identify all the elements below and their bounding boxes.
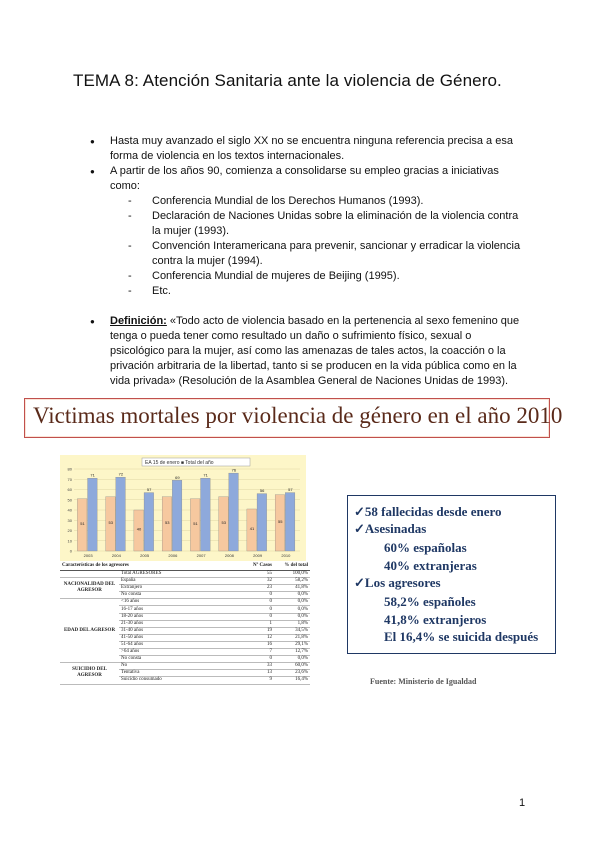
table-cell: 1,8% xyxy=(274,620,310,627)
table-cell: 0,0% xyxy=(274,613,310,620)
source-note: Fuente: Ministerio de Igualdad xyxy=(370,677,477,686)
table-group-cell: NACIONALIDAD DEL AGRESOR xyxy=(60,578,119,599)
x-tick-label: 2003 xyxy=(83,553,93,558)
bar-value-label: 40 xyxy=(136,526,142,532)
chart-banner xyxy=(24,398,563,438)
bar-value-label: 51 xyxy=(80,520,85,526)
y-tick-label: 0 xyxy=(69,548,72,554)
x-tick-label: 2008 xyxy=(224,553,234,558)
sub-item: - Etc. xyxy=(128,285,171,297)
table-cell: Total AGRESORES xyxy=(119,571,238,578)
table-group-cell xyxy=(60,571,119,578)
bar xyxy=(144,493,154,551)
stat-line: 41,8% extranjeros xyxy=(384,612,487,627)
bar xyxy=(257,494,267,551)
table-cell: 13 xyxy=(238,670,274,677)
y-tick-label: 80 xyxy=(67,466,72,472)
bullet-item: ● A partir de los años 90, comienza a consolidarse su empleo gracias a iniciativas como: xyxy=(88,164,528,194)
bar xyxy=(229,473,239,551)
x-tick-label: 2004 xyxy=(111,553,121,558)
table-cell: 0,0% xyxy=(274,599,310,606)
table-cell: 100,0% xyxy=(274,571,310,578)
table-cell: 29,1% xyxy=(274,641,310,648)
y-tick-label: 30 xyxy=(67,517,72,523)
sub-item: - Conferencia Mundial de los Derechos Humanos (1993). xyxy=(128,195,424,207)
table-cell: <16 años xyxy=(119,599,238,606)
stat-line: ✓58 fallecidas desde enero xyxy=(354,504,502,519)
bar xyxy=(88,478,98,551)
table-cell: 0,0% xyxy=(274,606,310,613)
table-cell: España xyxy=(119,578,238,585)
body-text xyxy=(88,134,528,389)
table-cell: Tentativa xyxy=(119,670,238,677)
bar-value-label: 76 xyxy=(231,467,237,473)
stat-line: ✓Los agresores xyxy=(354,575,441,590)
stat-line: 58,2% españoles xyxy=(384,594,476,609)
table-cell: 1 xyxy=(238,620,274,627)
bar xyxy=(285,493,295,551)
table-group-cell: EDAD DEL AGRESOR xyxy=(60,599,119,663)
bar-value-label: 41 xyxy=(249,525,255,531)
bar-value-label: 53 xyxy=(108,519,113,525)
table-cell: No xyxy=(119,663,238,670)
table-group-cell: SUICIDIO DEL AGRESOR xyxy=(60,663,119,684)
table-cell: 0 xyxy=(238,656,274,663)
table-row xyxy=(60,663,310,670)
table-row xyxy=(60,578,310,585)
table-cell: 33 xyxy=(238,663,274,670)
stats-box xyxy=(347,495,556,654)
bullet-item: ● Hasta muy avanzado el siglo XX no se encuentra ninguna referencia precisa a esa forma de violencia en los textos internacionales. xyxy=(88,134,528,164)
bar-value-label: 71 xyxy=(90,472,95,478)
y-tick-label: 70 xyxy=(67,476,72,482)
y-tick-label: 50 xyxy=(67,497,72,503)
table-cell: 58,2% xyxy=(274,578,310,585)
table-cell: 0,0% xyxy=(274,592,310,599)
x-tick-label: 2006 xyxy=(168,553,178,558)
table-cell: No consta xyxy=(119,592,238,599)
table-cell: No consta xyxy=(119,656,238,663)
table-cell: 31-40 años xyxy=(119,627,238,634)
page-number: 1 xyxy=(519,797,526,809)
aggressors-table xyxy=(60,562,310,685)
table-row xyxy=(60,571,310,578)
table-cell: 18-20 años xyxy=(119,613,238,620)
y-tick-label: 20 xyxy=(67,528,72,533)
table-cell: 0 xyxy=(238,606,274,613)
table-cell: 9 xyxy=(238,677,274,684)
table-cell: >64 años xyxy=(119,649,238,656)
x-tick-label: 2005 xyxy=(140,553,150,558)
table-header-cell: Nº Casos xyxy=(238,562,274,571)
table-header-cell: % del total xyxy=(274,562,310,571)
y-tick-label: 10 xyxy=(67,538,72,544)
chart-legend-text: EA 15 de enero ■ Total del año xyxy=(145,460,214,466)
bar-value-label: 56 xyxy=(259,488,265,494)
table-cell: 16 xyxy=(238,641,274,648)
definition-label: Definición: xyxy=(110,315,167,327)
sub-item-text: Convención Interamericana para prevenir, sancionar y erradicar la violencia contra la mujer (1994). xyxy=(152,240,521,267)
sub-item-text: Etc. xyxy=(152,285,171,297)
table-cell: 0 xyxy=(238,613,274,620)
table-cell: 12 xyxy=(238,634,274,641)
table-cell: 21-30 años xyxy=(119,620,238,627)
bar-value-label: 55 xyxy=(277,518,283,524)
page-title: TEMA 8: Atención Sanitaria ante la violencia de Género. xyxy=(73,71,502,90)
bar-value-label: 71 xyxy=(203,472,208,478)
sub-item: - Conferencia Mundial de mujeres de Beijing (1995). xyxy=(128,270,400,282)
table-cell: Suicidio consumado xyxy=(119,677,238,684)
table-cell: 16-17 años xyxy=(119,606,238,613)
table-cell: 41-50 años xyxy=(119,634,238,641)
table-cell: 23,6% xyxy=(274,670,310,677)
table-cell: 12,7% xyxy=(274,649,310,656)
stat-line: El 16,4% se suicida después xyxy=(384,629,539,644)
table-cell: 0,0% xyxy=(274,656,310,663)
table-cell: 23 xyxy=(238,585,274,592)
table-cell: 0 xyxy=(238,592,274,599)
sub-item-text: Conferencia Mundial de los Derechos Humanos (1993). xyxy=(152,195,424,207)
x-tick-label: 2010 xyxy=(281,553,291,558)
x-tick-label: 2009 xyxy=(253,553,263,558)
sub-item: - Convención Interamericana para prevenir, sancionar y erradicar la violencia contra la mujer (1994). xyxy=(128,240,521,267)
table-cell: 19 xyxy=(238,627,274,634)
stat-line: 60% españolas xyxy=(384,540,467,555)
table-cell: 41,8% xyxy=(274,585,310,592)
bar-chart xyxy=(60,455,306,561)
definition-item xyxy=(88,314,528,389)
bar-value-label: 53 xyxy=(164,519,170,525)
bar-value-label: 69 xyxy=(175,474,180,480)
y-tick-label: 40 xyxy=(67,507,72,513)
bar-value-label: 72 xyxy=(118,471,124,477)
stat-line: 40% extranjeras xyxy=(384,558,477,573)
table-cell: Extranjero xyxy=(119,585,238,592)
bar xyxy=(201,478,211,551)
bar-value-label: 51 xyxy=(193,520,198,526)
table-cell: 32 xyxy=(238,578,274,585)
table-cell: 60,0% xyxy=(274,663,310,670)
table-header-row xyxy=(60,562,310,571)
bar-value-label: 57 xyxy=(146,487,152,493)
table-cell: 55 xyxy=(238,571,274,578)
table-cell: 51-64 años xyxy=(119,641,238,648)
definition-text: «Todo acto de violencia basado en la pertenencia al sexo femenino que tenga o pueda tener como resultado un daño o sufrimiento físico, sexual o psicológico para la mujer, así como las amenazas de tales actos, la coacción o la privación arbitraria de la libertad, tanto si se producen en la vida pública como en la vida privada» (Resolución de la Asamblea General de Naciones Unidas de 1993). xyxy=(110,315,520,387)
x-tick-label: 2007 xyxy=(196,553,206,558)
table-cell: 21,8% xyxy=(274,634,310,641)
stat-line: ✓Asesinadas xyxy=(354,521,427,536)
table-cell: 7 xyxy=(238,649,274,656)
table-cell: 0 xyxy=(238,599,274,606)
table-cell: 34,5% xyxy=(274,627,310,634)
bar-value-label: 53 xyxy=(221,519,226,525)
table-cell: 16,4% xyxy=(274,677,310,684)
table-row xyxy=(60,599,310,606)
bar xyxy=(172,480,182,551)
banner-title: Victimas mortales por violencia de género en el año 2010 xyxy=(33,403,563,428)
sub-item-text: Declaración de Naciones Unidas sobre la eliminación de la violencia contra la mujer (1993). xyxy=(152,210,519,237)
sub-item-text: Conferencia Mundial de mujeres de Beijing (1995). xyxy=(152,270,400,282)
bar xyxy=(116,477,126,551)
bar-value-label: 57 xyxy=(288,487,293,493)
table-header-cell: Características de los agresores xyxy=(60,562,238,571)
sub-item: - Declaración de Naciones Unidas sobre la eliminación de la violencia contra la mujer (1993). xyxy=(128,210,519,237)
y-tick-label: 60 xyxy=(67,487,72,492)
